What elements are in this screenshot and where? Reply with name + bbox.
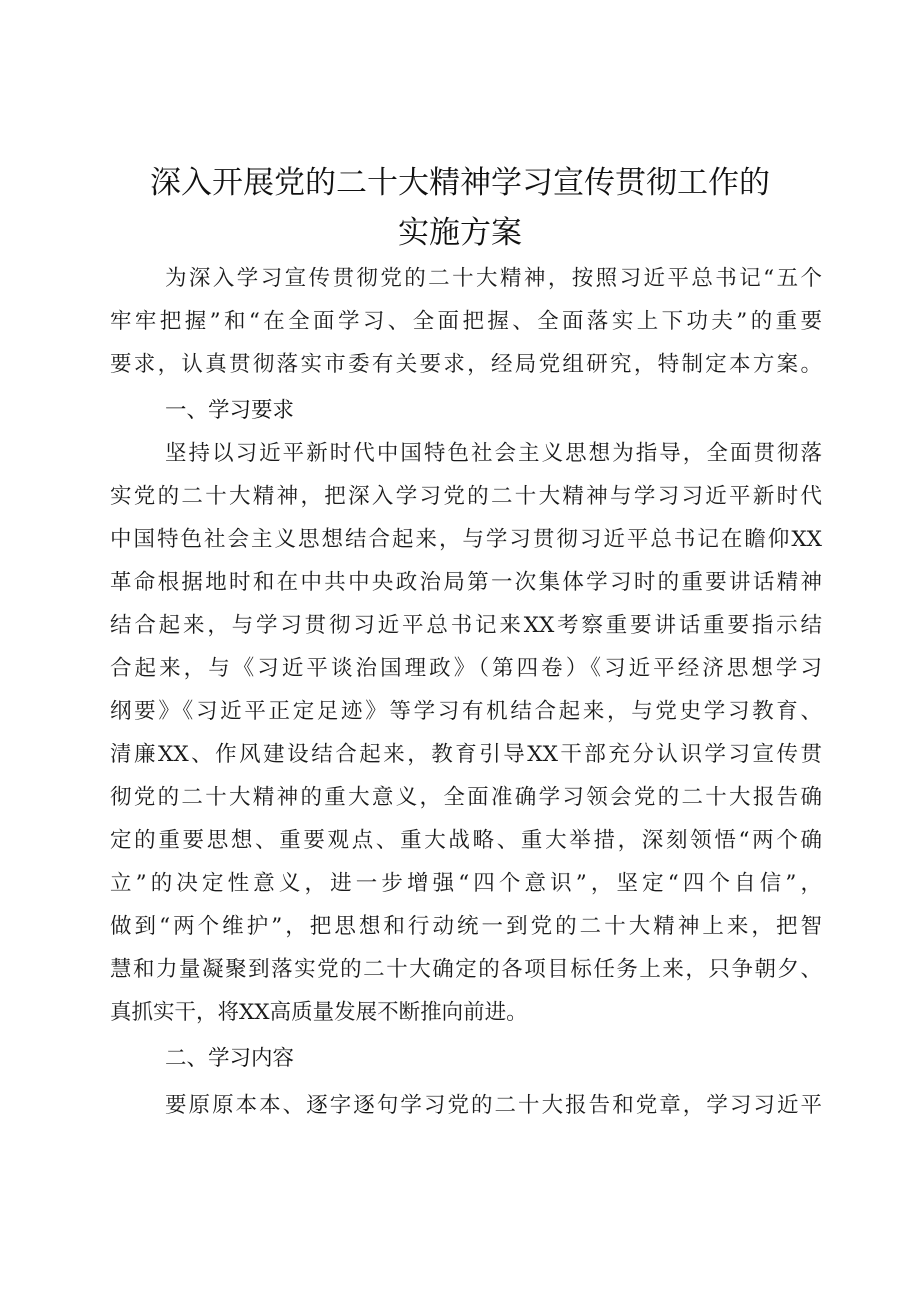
section-1-line-7: 纲要》《习近平正定足迹》等学习有机结合起来，与党史学习教育、: [110, 699, 822, 724]
section-2-heading: 二、学习内容: [165, 1046, 295, 1071]
section-1-line-11: 立”的决定性意义，进一步增强“四个意识”，坚定“四个自信”，: [110, 871, 822, 896]
section-1-line-6: 合起来，与《习近平谈治国理政》（第四卷）《习近平经济思想学习: [110, 656, 822, 681]
section-1-line-12: 做到“两个维护”，把思想和行动统一到党的二十大精神上来，把智: [110, 914, 822, 939]
intro-line-1: 为深入学习宣传贯彻党的二十大精神，按照习近平总书记“五个: [165, 266, 822, 291]
document-title-line-1: 深入开展党的二十大精神学习宣传贯彻工作的: [150, 165, 770, 201]
section-1-line-1: 坚持以习近平新时代中国特色社会主义思想为指导，全面贯彻落: [165, 441, 822, 466]
section-1-heading: 一、学习要求: [165, 398, 295, 423]
section-1-line-5: 结合起来，与学习贯彻习近平总书记来XX考察重要讲话重要指示结: [110, 613, 822, 638]
section-1-line-14: 真抓实干，将XX高质量发展不断推向前进。: [110, 1000, 528, 1025]
intro-line-3: 要求，认真贯彻落实市委有关要求，经局党组研究，特制定本方案。: [110, 352, 822, 377]
section-1-line-8: 清廉XX、作风建设结合起来，教育引导XX干部充分认识学习宣传贯: [110, 742, 822, 767]
section-2-line-1: 要原原本本、逐字逐句学习党的二十大报告和党章，学习习近平: [165, 1093, 822, 1118]
section-1-line-10: 定的重要思想、重要观点、重大战略、重大举措，深刻领悟“两个确: [110, 828, 822, 853]
section-1-line-9: 彻党的二十大精神的重大意义，全面准确学习领会党的二十大报告确: [110, 785, 822, 810]
intro-line-2: 牢牢把握”和“在全面学习、全面把握、全面落实上下功夫”的重要: [110, 309, 822, 334]
section-1-line-3: 中国特色社会主义思想结合起来，与学习贯彻习近平总书记在瞻仰XX: [110, 527, 822, 552]
document-title-line-2: 实施方案: [398, 215, 522, 251]
section-1-line-4: 革命根据地时和在中共中央政治局第一次集体学习时的重要讲话精神: [110, 570, 822, 595]
section-1-line-2: 实党的二十大精神，把深入学习党的二十大精神与学习习近平新时代: [110, 484, 822, 509]
section-1-line-13: 慧和力量凝聚到落实党的二十大确定的各项目标任务上来，只争朝夕、: [110, 957, 822, 982]
